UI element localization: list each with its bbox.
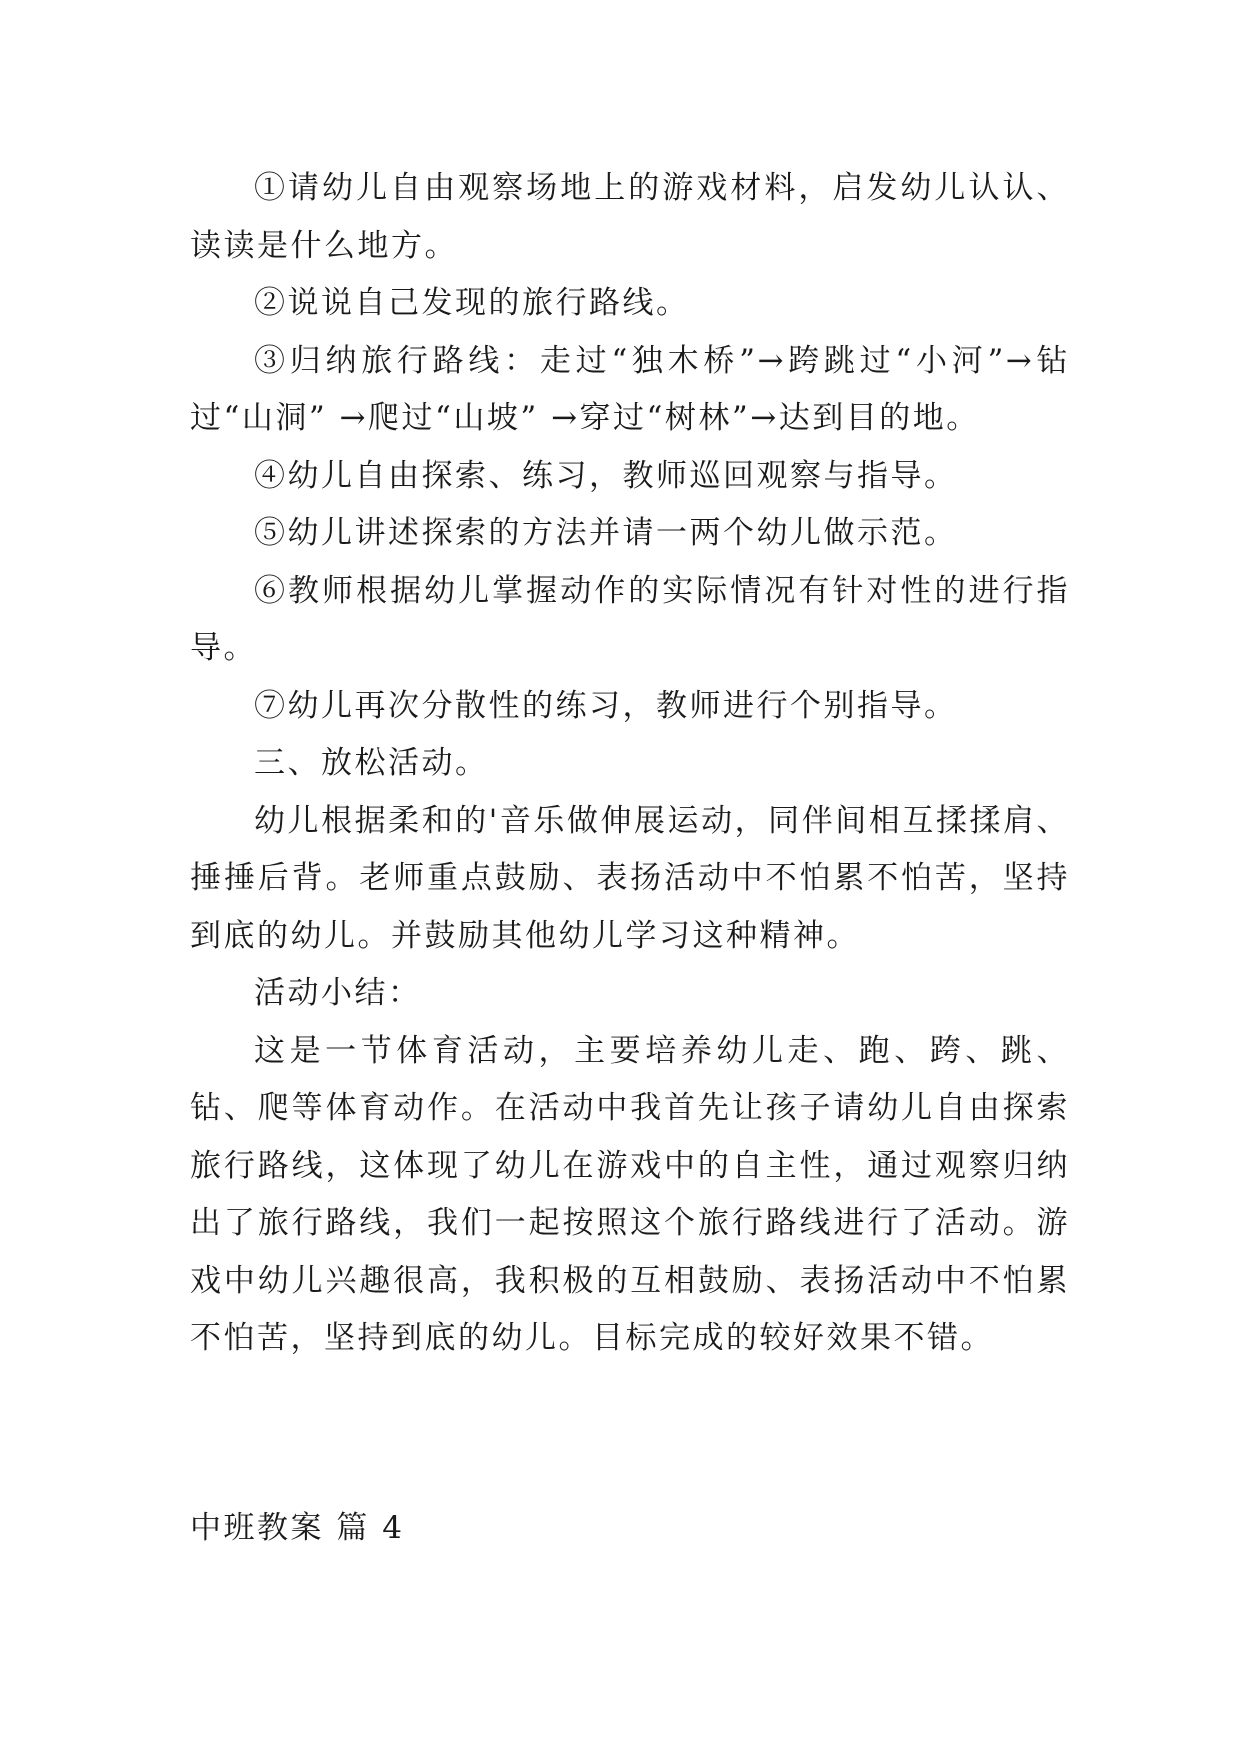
- paragraph-step-7: ⑦幼儿再次分散性的练习，教师进行个别指导。: [254, 687, 958, 724]
- section-heading: 中班教案 篇 4: [190, 1510, 405, 1546]
- paragraph-step-6: ⑥教师根据幼儿掌握动作的实际情况有针对性的进行指导。: [190, 572, 1070, 666]
- paragraph-step-5: ⑤幼儿讲述探索的方法并请一两个幼儿做示范。: [254, 515, 958, 551]
- paragraph-relax-description: 幼儿根据柔和的'音乐做伸展运动，同伴间相互揉揉肩、捶捶后背。老师重点鼓励、表扬活动中不怕累不怕苦，坚持到底的幼儿。并鼓励其他幼儿学习这种精神。: [190, 802, 1070, 954]
- paragraph-summary: 这是一节体育活动，主要培养幼儿走、跑、跨、跳、钻、爬等体育动作。在活动中我首先让孩子请幼儿自由探索旅行路线，这体现了幼儿在游戏中的自主性，通过观察归纳出了旅行路线，我们一起按照这个旅行路线进行了活动。游戏中幼儿兴趣很高，我积极的互相鼓励、表扬活动中不怕累不怕苦，坚持到底的幼儿。目标完成的较好效果不错。: [190, 1032, 1070, 1356]
- paragraph-step-4: ④幼儿自由探索、练习，教师巡回观察与指导。: [254, 457, 958, 494]
- subheading-activity-summary: 活动小结：: [254, 975, 422, 1011]
- paragraph-step-3: ③归纳旅行路线：走过“独木桥”→跨跳过“小河”→钻过“山洞” →爬过“山坡” →穿过“树林”→达到目的地。: [190, 342, 1070, 436]
- document-body: [190, 160, 1070, 1368]
- paragraph-step-1: ①请幼儿自由观察场地上的游戏材料，启发幼儿认认、读读是什么地方。: [190, 170, 1070, 264]
- subheading-relax-activity: 三、放松活动。: [254, 745, 489, 781]
- paragraph-step-2: ②说说自己发现的旅行路线。: [254, 285, 690, 321]
